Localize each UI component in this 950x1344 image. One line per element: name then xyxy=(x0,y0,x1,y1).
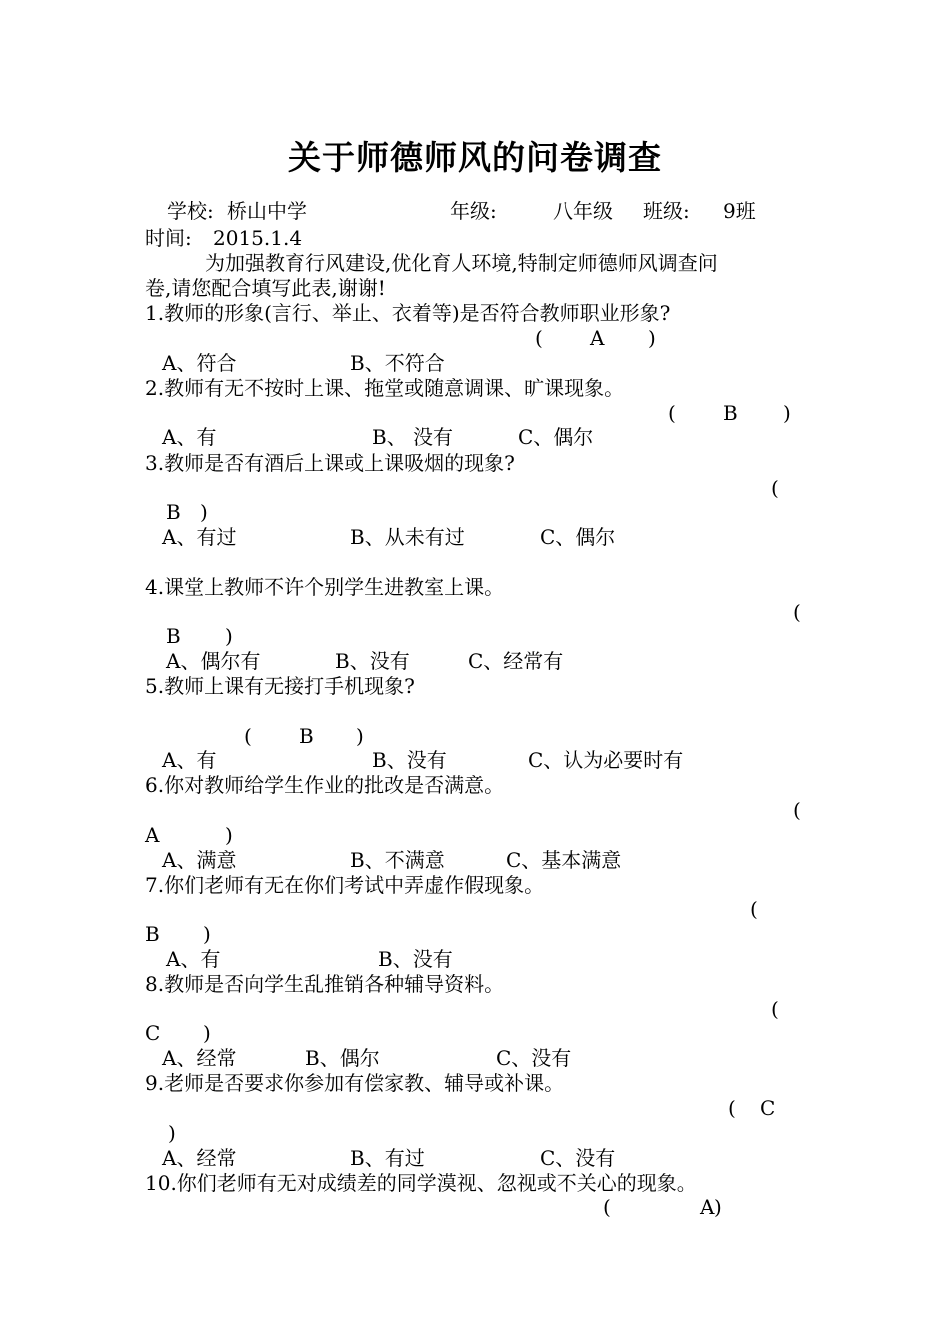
time-value: 2015.1.4 xyxy=(213,226,303,250)
question-7-text: 7.你们老师有无在你们考试中弄虚作假现象。 xyxy=(145,873,545,897)
question-4-answer-open: ( xyxy=(793,600,801,624)
question-8-answer-open: ( xyxy=(771,997,779,1021)
question-4-option-c: C、经常有 xyxy=(468,649,564,673)
question-5-option-a: A、有 xyxy=(162,748,217,772)
question-9-option-a: A、经常 xyxy=(162,1146,237,1170)
question-2-option-b: B、 没有 xyxy=(372,425,454,449)
question-6-option-c: C、基本满意 xyxy=(506,848,622,872)
question-5-answer[interactable]: B xyxy=(299,724,314,748)
question-9-text: 9.老师是否要求你参加有偿家教、辅导或补课。 xyxy=(145,1071,565,1095)
school-value: 桥山中学 xyxy=(227,199,307,223)
school-label: 学校: xyxy=(167,199,214,223)
question-10-answer[interactable]: A xyxy=(700,1195,715,1219)
question-3-option-c: C、偶尔 xyxy=(540,525,616,549)
question-4-option-b: B、没有 xyxy=(335,649,410,673)
question-7-answer-close: ) xyxy=(203,922,211,946)
grade-value: 八年级 xyxy=(553,199,613,223)
question-8-answer-close: ) xyxy=(203,1021,211,1045)
question-9-option-b: B、有过 xyxy=(350,1146,425,1170)
question-9-answer[interactable]: C xyxy=(760,1096,776,1120)
question-1-answer-open: ( xyxy=(535,326,543,350)
question-1-answer[interactable]: A xyxy=(590,326,605,350)
question-4-text: 4.课堂上教师不许个别学生进教室上课。 xyxy=(145,575,505,599)
question-9-answer-open: ( xyxy=(728,1096,736,1120)
question-3-text: 3.教师是否有酒后上课或上课吸烟的现象? xyxy=(145,451,515,475)
question-5-answer-open: ( xyxy=(244,724,252,748)
question-8-option-c: C、没有 xyxy=(496,1046,572,1070)
question-5-option-b: B、没有 xyxy=(372,748,447,772)
question-7-option-b: B、没有 xyxy=(378,947,453,971)
question-5-text: 5.教师上课有无接打手机现象? xyxy=(145,674,415,698)
question-8-option-a: A、经常 xyxy=(162,1046,237,1070)
question-9-answer-close: ) xyxy=(168,1121,176,1145)
question-9-option-c: C、没有 xyxy=(540,1146,616,1170)
question-7-option-a: A、有 xyxy=(166,947,221,971)
class-value: 9班 xyxy=(723,199,756,223)
question-1-text: 1.教师的形象(言行、举止、衣着等)是否符合教师职业形象? xyxy=(145,301,671,325)
question-5-option-c: C、认为必要时有 xyxy=(528,748,684,772)
question-7-answer-open: ( xyxy=(750,897,758,921)
grade-label: 年级: xyxy=(450,199,497,223)
intro-line-2: 卷,请您配合填写此表,谢谢! xyxy=(145,276,386,300)
question-2-answer[interactable]: B xyxy=(723,401,738,425)
question-2-option-a: A、有 xyxy=(162,425,217,449)
class-label: 班级: xyxy=(643,199,690,223)
intro-line-1: 为加强教育行风建设,优化育人环境,特制定师德师风调查问 xyxy=(205,251,718,275)
question-6-answer[interactable]: A xyxy=(145,823,160,847)
question-2-answer-close: ) xyxy=(783,401,791,425)
question-8-text: 8.教师是否向学生乱推销各种辅导资料。 xyxy=(145,972,505,996)
question-1-answer-close: ) xyxy=(648,326,656,350)
question-2-option-c: C、偶尔 xyxy=(518,425,594,449)
page-title: 关于师德师风的问卷调查 xyxy=(288,138,662,177)
question-6-answer-open: ( xyxy=(793,798,801,822)
question-6-option-a: A、满意 xyxy=(162,848,237,872)
question-10-text: 10.你们老师有无对成绩差的同学漠视、忽视或不关心的现象。 xyxy=(145,1171,697,1195)
question-1-option-a: A、符合 xyxy=(162,351,237,375)
question-5-answer-close: ) xyxy=(356,724,364,748)
question-10-answer-close: ) xyxy=(714,1195,722,1219)
question-3-answer[interactable]: B xyxy=(166,500,181,524)
question-4-option-a: A、偶尔有 xyxy=(166,649,261,673)
question-3-answer-close: ) xyxy=(200,500,208,524)
question-3-option-a: A、有过 xyxy=(162,525,237,549)
question-4-answer-close: ) xyxy=(225,624,233,648)
question-8-answer[interactable]: C xyxy=(145,1021,161,1045)
question-3-option-b: B、从未有过 xyxy=(350,525,465,549)
time-label: 时间: xyxy=(145,226,192,250)
question-10-answer-open: ( xyxy=(603,1195,611,1219)
question-7-answer[interactable]: B xyxy=(145,922,160,946)
question-6-option-b: B、不满意 xyxy=(350,848,445,872)
question-3-answer-open: ( xyxy=(771,476,779,500)
question-8-option-b: B、偶尔 xyxy=(305,1046,380,1070)
question-2-text: 2.教师有无不按时上课、拖堂或随意调课、旷课现象。 xyxy=(145,376,625,400)
question-6-text: 6.你对教师给学生作业的批改是否满意。 xyxy=(145,773,505,797)
question-6-answer-close: ) xyxy=(225,823,233,847)
question-4-answer[interactable]: B xyxy=(166,624,181,648)
question-1-option-b: B、不符合 xyxy=(350,351,445,375)
question-2-answer-open: ( xyxy=(668,401,676,425)
